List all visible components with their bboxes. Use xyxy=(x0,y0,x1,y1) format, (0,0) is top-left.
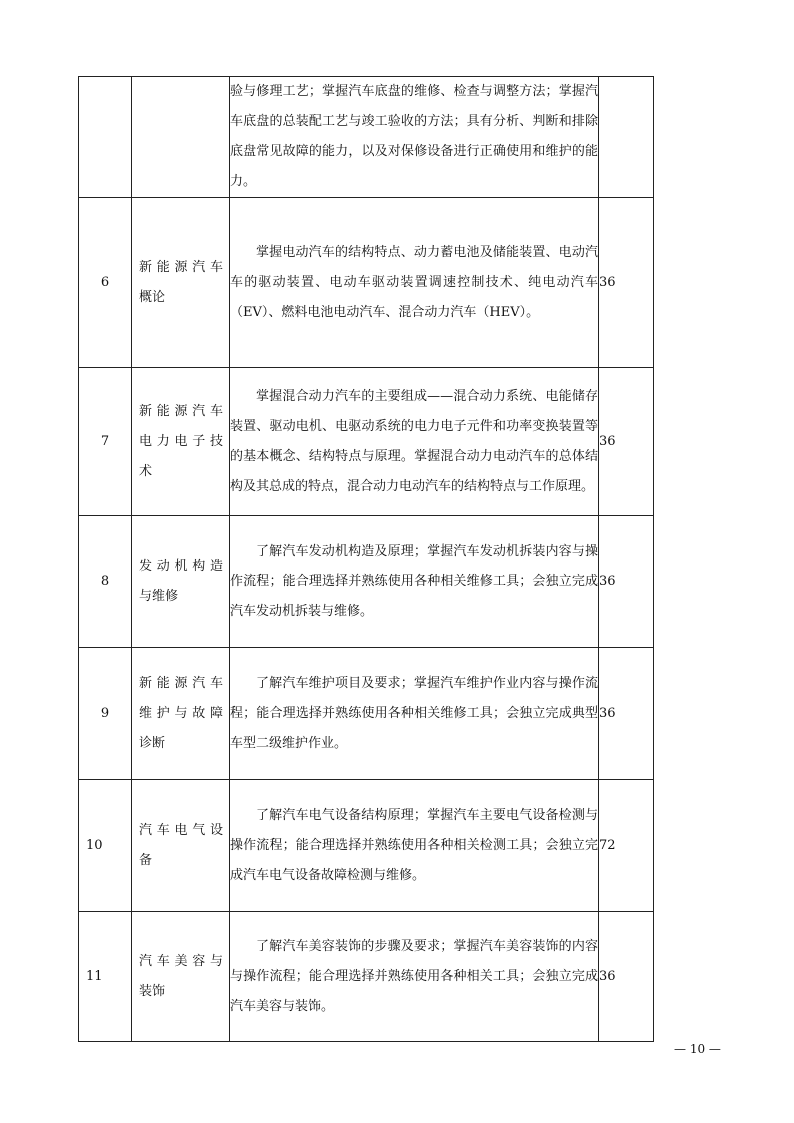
course-description: 了解汽车维护项目及要求；掌握汽车维护作业内容与操作流程；能合理选择并熟练使用各种相关维修工具；会独立完成典型车型二级维护作业。 xyxy=(230,648,599,780)
course-hours: 72 xyxy=(599,780,654,912)
course-table xyxy=(78,76,654,1042)
course-name xyxy=(132,77,230,198)
table-row xyxy=(79,198,654,368)
table-row xyxy=(79,780,654,912)
course-description: 掌握电动汽车的结构特点、动力蓄电池及储能装置、电动汽车的驱动装置、电动车驱动装置调速控制技术、纯电动汽车（EV）、燃料电池电动汽车、混合动力汽车（HEV）。 xyxy=(230,198,599,368)
table-row xyxy=(79,77,654,198)
course-number: 8 xyxy=(79,516,132,648)
course-number: 6 xyxy=(79,198,132,368)
table-row xyxy=(79,648,654,780)
course-description: 验与修理工艺；掌握汽车底盘的维修、检查与调整方法；掌握汽车底盘的总装配工艺与竣工验收的方法；具有分析、判断和排除底盘常见故障的能力，以及对保修设备进行正确使用和维护的能力。 xyxy=(230,77,599,198)
course-number: 10 xyxy=(79,780,132,912)
course-name: 发动机构造 与维修 xyxy=(132,516,230,648)
course-name: 新能源汽车 概论 xyxy=(132,198,230,368)
table-row xyxy=(79,516,654,648)
course-name: 汽车电气设 备 xyxy=(132,780,230,912)
course-description: 了解汽车美容装饰的步骤及要求；掌握汽车美容装饰的内容与操作流程；能合理选择并熟练使用各种相关工具；会独立完成汽车美容与装饰。 xyxy=(230,912,599,1042)
course-name: 新能源汽车 维护与故障 诊断 xyxy=(132,648,230,780)
course-number xyxy=(79,77,132,198)
course-hours: 36 xyxy=(599,368,654,516)
course-hours xyxy=(599,77,654,198)
course-number: 7 xyxy=(79,368,132,516)
course-description: 了解汽车电气设备结构原理；掌握汽车主要电气设备检测与操作流程；能合理选择并熟练使用各种相关检测工具；会独立完成汽车电气设备故障检测与维修。 xyxy=(230,780,599,912)
course-hours: 36 xyxy=(599,198,654,368)
course-name: 汽车美容与 装饰 xyxy=(132,912,230,1042)
table-row xyxy=(79,368,654,516)
course-number: 9 xyxy=(79,648,132,780)
page-number: — 10 — xyxy=(674,1042,721,1056)
table-row xyxy=(79,912,654,1042)
course-hours: 36 xyxy=(599,516,654,648)
course-hours: 36 xyxy=(599,912,654,1042)
course-number: 11 xyxy=(79,912,132,1042)
course-hours: 36 xyxy=(599,648,654,780)
course-description: 掌握混合动力汽车的主要组成——混合动力系统、电能储存装置、驱动电机、电驱动系统的电力电子元件和功率变换装置等的基本概念、结构特点与原理。掌握混合动力电动汽车的总体结构及其总成的特点，混合动力电动汽车的结构特点与工作原理。 xyxy=(230,368,599,516)
course-name: 新能源汽车 电力电子技 术 xyxy=(132,368,230,516)
course-description: 了解汽车发动机构造及原理；掌握汽车发动机拆装内容与操作流程；能合理选择并熟练使用各种相关维修工具；会独立完成汽车发动机拆装与维修。 xyxy=(230,516,599,648)
